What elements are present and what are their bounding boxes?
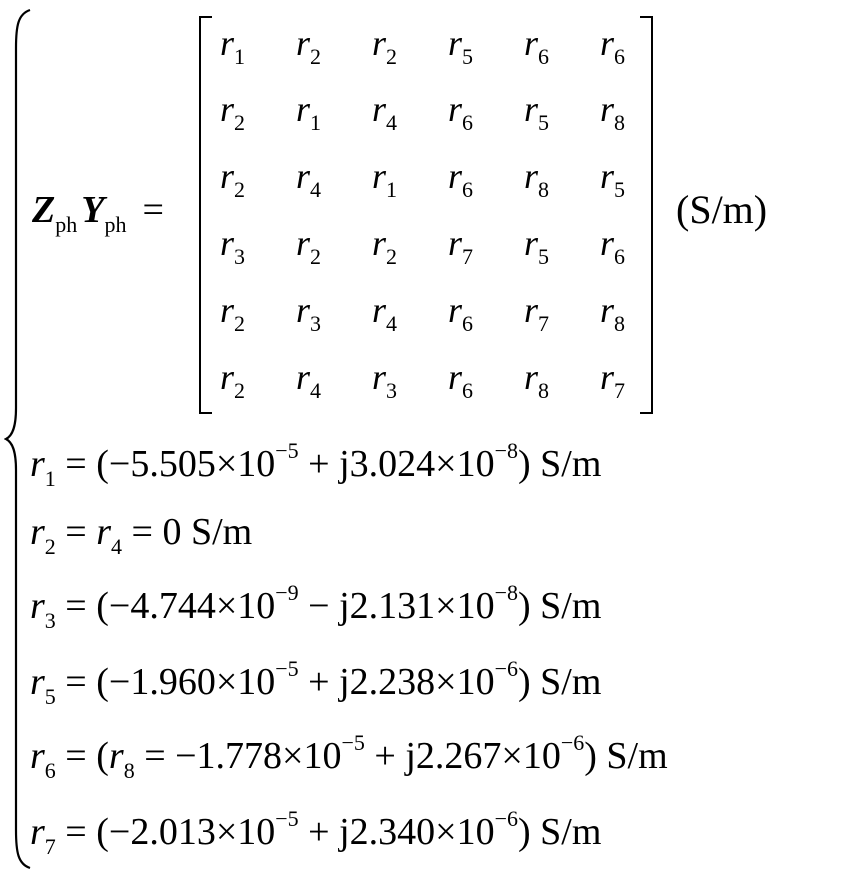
matrix-cell-symbol: r	[220, 89, 235, 129]
matrix-cell	[296, 222, 322, 269]
matrix-cell-subscript: 2	[310, 44, 322, 69]
matrix-cell-symbol: r	[372, 156, 387, 196]
matrix-cell-symbol: r	[448, 357, 463, 397]
matrix-cell	[220, 155, 246, 202]
matrix-cell-subscript: 5	[538, 244, 550, 269]
matrix-cell-symbol: r	[296, 156, 311, 196]
matrix-cell-symbol: r	[448, 89, 463, 129]
matrix-cell-symbol: r	[372, 89, 387, 129]
matrix-unit: (S/m)	[676, 187, 768, 232]
exponent-b: −6	[560, 730, 585, 755]
equation-line-r2	[30, 510, 253, 559]
matrix-cell-subscript: 4	[386, 311, 398, 336]
matrix-cell-symbol: r	[524, 290, 539, 330]
matrix-cell-symbol: r	[296, 357, 311, 397]
matrix-cell	[296, 289, 322, 336]
matrix-cell	[372, 155, 398, 202]
value-part-a: =	[55, 511, 97, 553]
value-part-c: ) S/m	[518, 585, 602, 627]
matrix-cell	[600, 289, 626, 336]
matrix-cell-symbol: r	[524, 89, 539, 129]
exponent-a: −5	[275, 438, 299, 463]
matrix-cell-symbol: r	[600, 223, 615, 263]
value-part-a: = (−5.505×10	[55, 443, 276, 485]
value-part-c: ) S/m	[584, 735, 668, 777]
matrix-cell-symbol: r	[524, 223, 539, 263]
exponent-b: −8	[494, 438, 519, 463]
matrix-cell	[296, 155, 322, 202]
matrix-cell-symbol: r	[220, 156, 235, 196]
matrix-cell-subscript: 1	[234, 44, 246, 69]
r-subscript: 5	[44, 684, 56, 709]
matrix-cell-subscript: 8	[538, 378, 550, 403]
matrix-cell-subscript: 6	[614, 244, 626, 269]
matrix-cell	[372, 356, 398, 403]
matrix-cell	[220, 88, 246, 135]
matrix-cell-symbol: r	[524, 23, 539, 63]
value-part-a: = −1.778×10	[134, 735, 342, 777]
matrix-cell	[220, 289, 246, 336]
matrix-cell	[600, 22, 626, 69]
matrix-cell-symbol: r	[600, 156, 615, 196]
exponent-b: −6	[494, 806, 519, 831]
matrix-cell-subscript: 6	[614, 44, 626, 69]
matrix-cell-symbol: r	[372, 23, 387, 63]
matrix-cell-symbol: r	[600, 290, 615, 330]
value-part-pre: = (	[55, 735, 109, 777]
value-part-b: = 0 S/m	[122, 511, 253, 553]
r-subscript: 2	[44, 534, 56, 559]
equals-sign: =	[142, 189, 164, 231]
r-symbol: r	[30, 735, 45, 777]
r-subscript: 1	[44, 466, 56, 491]
matrix-cell	[600, 222, 626, 269]
matrix-cell-symbol: r	[524, 156, 539, 196]
matrix-cell	[448, 222, 474, 269]
matrix-cell-subscript: 3	[234, 244, 246, 269]
matrix-cell	[296, 356, 322, 403]
matrix-cell-symbol: r	[448, 156, 463, 196]
matrix-cell	[524, 88, 550, 135]
matrix-cell	[372, 22, 398, 69]
matrix-cell	[600, 88, 626, 135]
value-part-c: ) S/m	[518, 811, 602, 853]
value-part-a: = (−4.744×10	[55, 585, 276, 627]
matrix-cell-subscript: 5	[538, 110, 550, 135]
matrix-cell-subscript: 6	[538, 44, 550, 69]
value-part-b: + j3.024×10	[298, 443, 495, 485]
matrix-cell-symbol: r	[296, 23, 311, 63]
value-part-c: ) S/m	[518, 443, 602, 485]
matrix-cell-subscript: 4	[386, 110, 398, 135]
matrix-cell-symbol: r	[372, 290, 387, 330]
exponent-a: −5	[341, 730, 365, 755]
matrix-cell	[296, 22, 322, 69]
matrix-cell-symbol: r	[220, 23, 235, 63]
matrix-cell-symbol: r	[524, 357, 539, 397]
matrix-cell	[372, 289, 398, 336]
matrix-cell-symbol: r	[296, 89, 311, 129]
matrix-cell-subscript: 8	[614, 311, 626, 336]
exponent-a: −5	[275, 806, 299, 831]
matrix-cell-symbol: r	[600, 89, 615, 129]
z-symbol: Z	[32, 189, 56, 231]
exponent-a: −5	[275, 656, 299, 681]
r-subscript: 7	[44, 834, 56, 859]
value-part-a: = (−1.960×10	[55, 661, 276, 703]
matrix-cell-symbol: r	[220, 357, 235, 397]
r-symbol: r	[30, 661, 45, 703]
matrix-cell-subscript: 6	[462, 177, 474, 202]
coefficient-matrix	[208, 22, 646, 414]
matrix-cell-symbol: r	[600, 357, 615, 397]
matrix-cell-symbol: r	[448, 223, 463, 263]
matrix-cell-symbol: r	[296, 290, 311, 330]
exponent-b: −6	[494, 656, 519, 681]
matrix-cell-subscript: 2	[234, 311, 246, 336]
matrix-cell-symbol: r	[448, 290, 463, 330]
matrix-cell-symbol: r	[448, 23, 463, 63]
value-part-b: + j2.340×10	[298, 811, 495, 853]
matrix-cell	[448, 88, 474, 135]
matrix-cell-subscript: 3	[310, 311, 322, 336]
matrix-cell-symbol: r	[600, 23, 615, 63]
r-symbol-2: r	[96, 511, 112, 553]
y-symbol: Y	[81, 189, 105, 231]
value-part-c: ) S/m	[518, 661, 602, 703]
r-symbol: r	[30, 511, 45, 553]
equation-line-r5	[30, 656, 602, 709]
matrix-cell-subscript: 7	[462, 244, 474, 269]
matrix-cell-subscript: 5	[462, 44, 474, 69]
r-symbol: r	[30, 443, 45, 485]
matrix-cell-symbol: r	[220, 290, 235, 330]
exponent-b: −8	[494, 580, 519, 605]
matrix-cell-subscript: 4	[310, 177, 322, 202]
matrix-equation-lhs	[32, 188, 164, 237]
matrix-cell	[296, 88, 322, 135]
r-symbol: r	[30, 811, 45, 853]
matrix-cell-subscript: 2	[234, 378, 246, 403]
r-symbol-2: r	[108, 735, 124, 777]
matrix-cell-subscript: 8	[614, 110, 626, 135]
matrix-cell	[448, 356, 474, 403]
matrix-cell-subscript: 2	[310, 244, 322, 269]
matrix-cell-symbol: r	[296, 223, 311, 263]
matrix-cell	[448, 289, 474, 336]
matrix-cell	[220, 222, 246, 269]
matrix-cell-subscript: 7	[614, 378, 626, 403]
matrix-cell	[600, 356, 626, 403]
r-subscript-2: 4	[111, 534, 123, 559]
r-subscript: 6	[44, 758, 56, 783]
equation-line-r7	[30, 806, 602, 859]
matrix-cell	[220, 356, 246, 403]
value-part-b: + j2.267×10	[364, 735, 561, 777]
matrix-cell-subscript: 7	[538, 311, 550, 336]
matrix-cell	[524, 155, 550, 202]
matrix-cell-symbol: r	[220, 223, 235, 263]
matrix-cell-subscript: 2	[234, 110, 246, 135]
matrix-cell-subscript: 8	[538, 177, 550, 202]
matrix-cell	[524, 222, 550, 269]
equation-line-r3	[30, 580, 602, 633]
matrix-cell	[220, 22, 246, 69]
matrix-cell-subscript: 5	[614, 177, 626, 202]
matrix-cell-subscript: 2	[386, 44, 398, 69]
r-subscript-2: 8	[123, 758, 135, 783]
value-part-b: − j2.131×10	[298, 585, 495, 627]
matrix-cell-subscript: 4	[310, 378, 322, 403]
matrix-cell	[524, 289, 550, 336]
value-part-a: = (−2.013×10	[55, 811, 276, 853]
r-symbol: r	[30, 585, 45, 627]
matrix-cell-subscript: 6	[462, 311, 474, 336]
matrix-cell	[600, 155, 626, 202]
value-part-b: + j2.238×10	[298, 661, 495, 703]
equation-line-r1	[30, 438, 602, 491]
matrix-cell	[448, 22, 474, 69]
matrix-cell	[524, 22, 550, 69]
equation-line-r6	[30, 730, 668, 783]
matrix-cell-subscript: 2	[234, 177, 246, 202]
matrix-cell-symbol: r	[372, 357, 387, 397]
matrix-cell	[448, 155, 474, 202]
matrix-cell	[372, 222, 398, 269]
y-subscript: ph	[104, 212, 127, 237]
matrix-cell-subscript: 1	[386, 177, 398, 202]
matrix-cell-subscript: 3	[386, 378, 398, 403]
matrix-cell	[524, 356, 550, 403]
exponent-a: −9	[275, 580, 299, 605]
matrix-cell	[372, 88, 398, 135]
matrix-cell-subscript: 2	[386, 244, 398, 269]
r-subscript: 3	[44, 608, 56, 633]
z-subscript: ph	[55, 212, 78, 237]
matrix-cell-subscript: 6	[462, 110, 474, 135]
matrix-cell-symbol: r	[372, 223, 387, 263]
matrix-cell-subscript: 6	[462, 378, 474, 403]
matrix-cell-subscript: 1	[310, 110, 322, 135]
